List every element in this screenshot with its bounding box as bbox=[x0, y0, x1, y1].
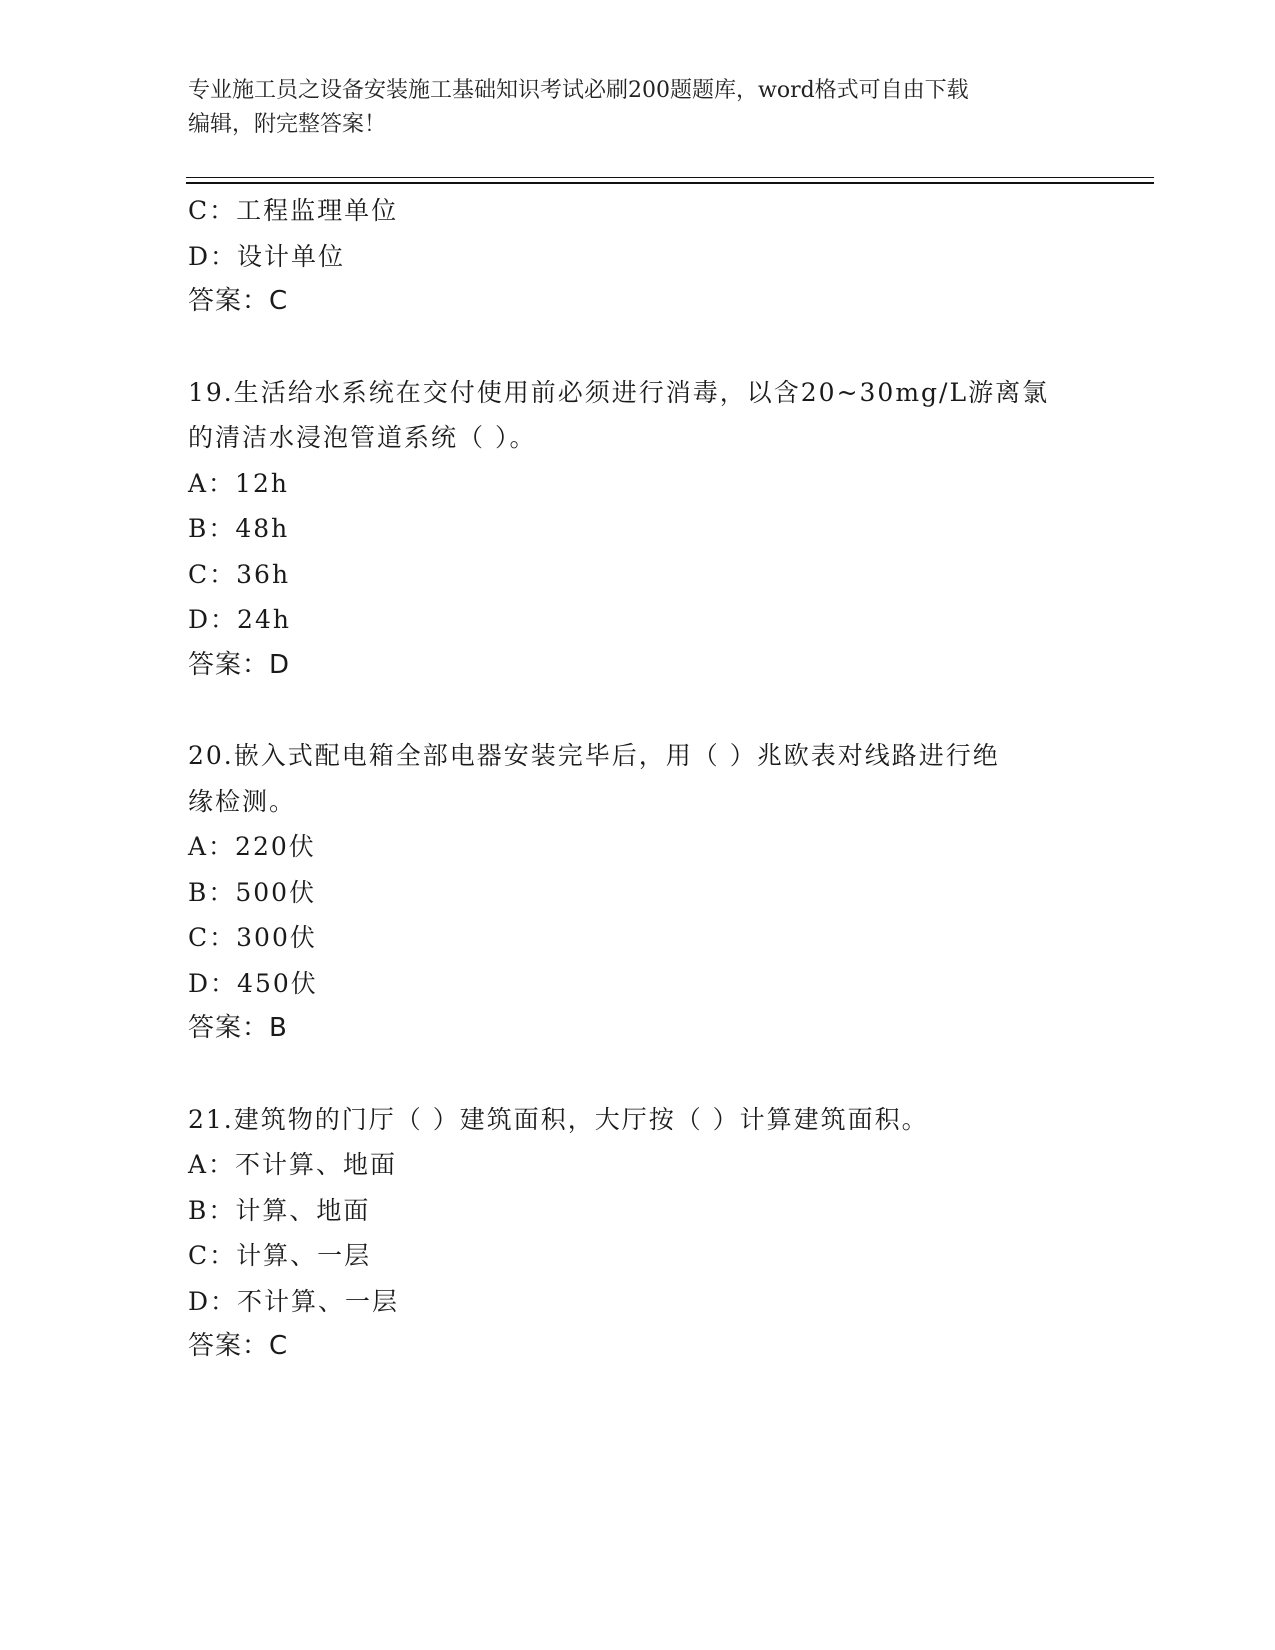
question-19 bbox=[188, 370, 1108, 689]
question-stem-line-2: 缘检测。 bbox=[188, 786, 297, 816]
spacer bbox=[188, 688, 1108, 733]
page-header bbox=[188, 74, 1088, 142]
header-title-line-1: 专业施工员之设备安装施工基础知识考试必刷200题题库，word格式可自由下载 bbox=[188, 78, 969, 103]
option-a: A：12h bbox=[188, 468, 289, 498]
question-stem-line-1: 19.生活给水系统在交付使用前必须进行消毒，以含20~30mg/L游离氯 bbox=[188, 377, 1050, 407]
answer-line: 答案：D bbox=[188, 649, 291, 680]
answer-line: 答案：C bbox=[188, 1331, 289, 1361]
question-18-tail bbox=[188, 188, 1108, 325]
header-divider-thick bbox=[186, 182, 1154, 184]
option-a: A：不计算、地面 bbox=[188, 1150, 398, 1179]
option-b: B：计算、地面 bbox=[188, 1195, 371, 1225]
answer-line: 答案：C bbox=[188, 286, 289, 316]
question-stem-line-1: 21.建筑物的门厅（ ）建筑面积，大厅按（ ）计算建筑面积。 bbox=[188, 1104, 929, 1134]
option-b: B：48h bbox=[188, 514, 290, 543]
header-title-line-2: 编辑，附完整答案！ bbox=[188, 112, 387, 137]
option-c: C：计算、一层 bbox=[188, 1241, 372, 1270]
option-c: C：工程监理单位 bbox=[188, 196, 399, 225]
option-d: D：设计单位 bbox=[188, 241, 346, 271]
question-list bbox=[188, 188, 1108, 1370]
option-d: D：24h bbox=[188, 605, 291, 634]
spacer bbox=[188, 1052, 1108, 1097]
option-d: D：不计算、一层 bbox=[188, 1286, 400, 1316]
spacer bbox=[188, 325, 1108, 370]
option-a: A：220伏 bbox=[188, 832, 316, 861]
option-b: B：500伏 bbox=[188, 877, 317, 907]
header-divider-thin bbox=[186, 177, 1154, 178]
question-20 bbox=[188, 733, 1108, 1052]
question-21 bbox=[188, 1097, 1108, 1370]
question-stem-line-2: 的清洁水浸泡管道系统（ ）。 bbox=[188, 423, 537, 452]
question-stem-line-1: 20.嵌入式配电箱全部电器安装完毕后，用（ ）兆欧表对线路进行绝 bbox=[188, 741, 1000, 770]
option-c: C：36h bbox=[188, 559, 291, 589]
option-c: C：300伏 bbox=[188, 923, 317, 952]
option-d: D：450伏 bbox=[188, 968, 318, 998]
answer-line: 答案：B bbox=[188, 1013, 288, 1043]
